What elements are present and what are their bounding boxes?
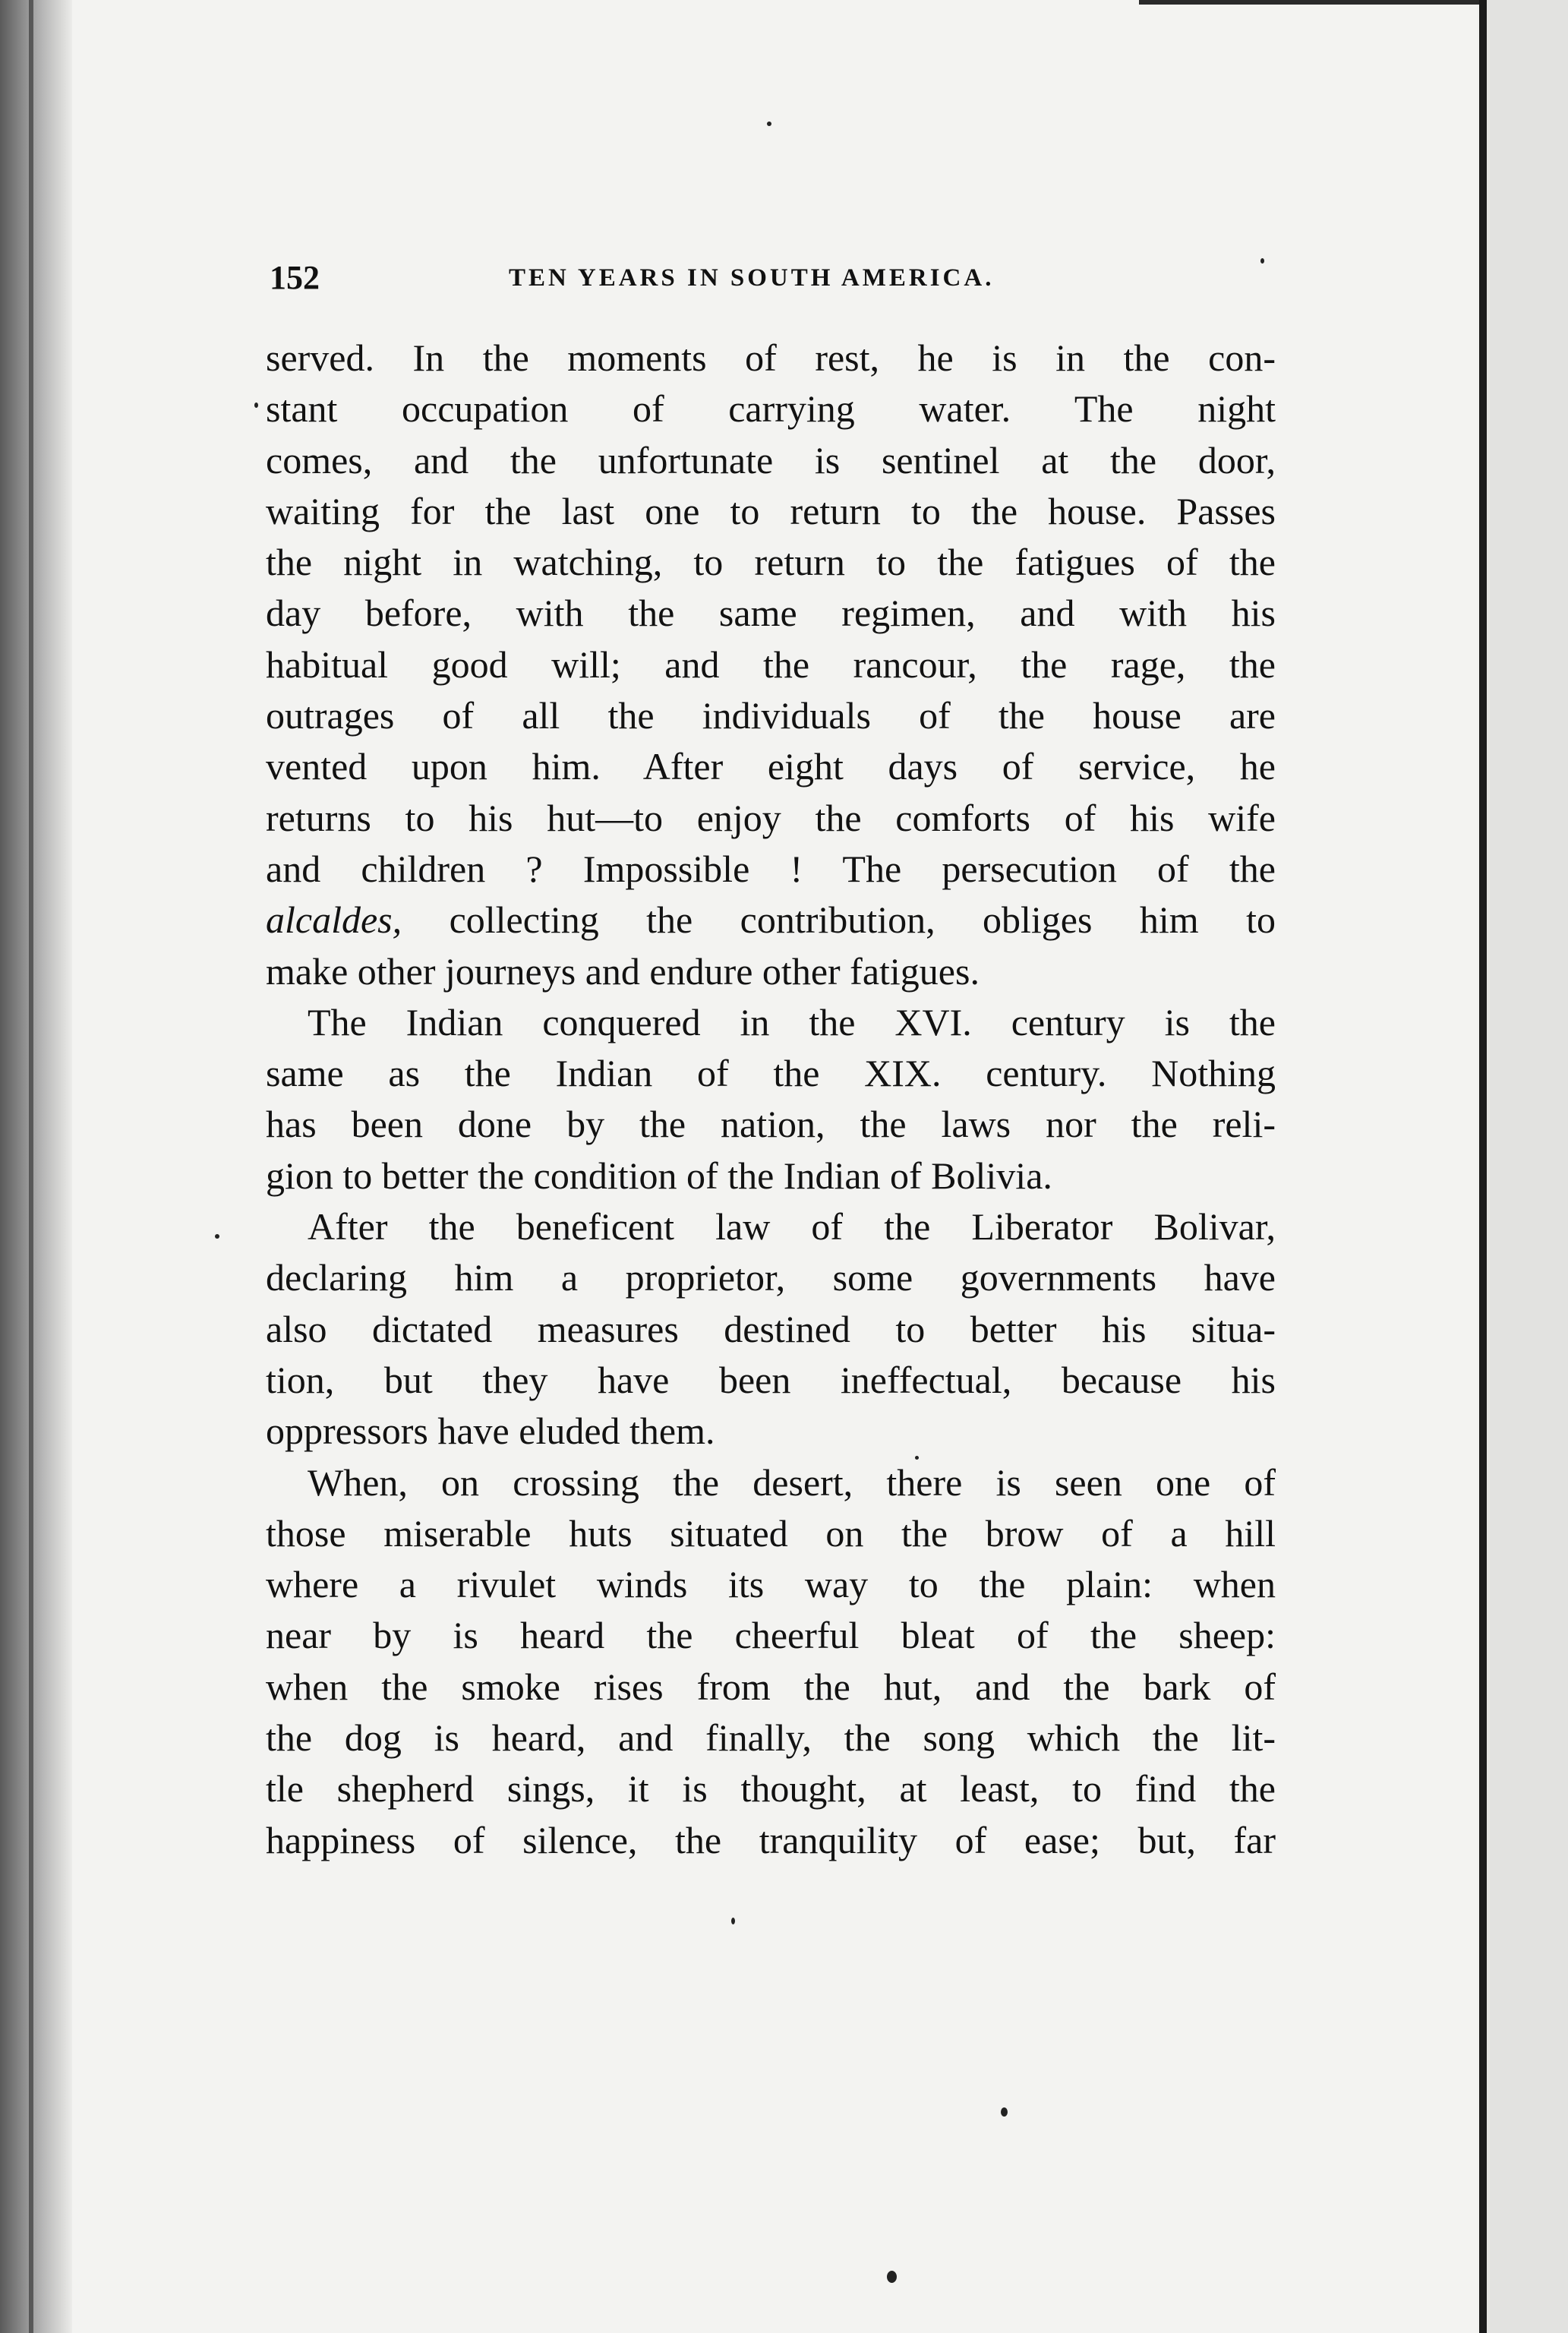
page-number: 152 bbox=[270, 259, 320, 296]
page-header bbox=[270, 258, 1272, 304]
text-line bbox=[266, 895, 1276, 946]
text-line bbox=[266, 1508, 1276, 1559]
line-text: After the beneficent law of the Liberator Bolivar, bbox=[308, 1205, 1276, 1249]
text-line bbox=[266, 1355, 1276, 1406]
line-text: has been done by the nation, the laws nor the reli- bbox=[266, 1103, 1276, 1146]
text-line bbox=[266, 1048, 1276, 1099]
text-line bbox=[266, 997, 1276, 1048]
scan-speck bbox=[731, 1918, 735, 1924]
text-line bbox=[266, 1406, 1276, 1457]
right-margin bbox=[1487, 0, 1568, 2333]
text-line bbox=[266, 1815, 1276, 1866]
scan-speck bbox=[767, 122, 771, 126]
line-text: the night in watching, to return to the fatigues of the bbox=[266, 541, 1276, 584]
text-line bbox=[266, 690, 1276, 741]
text-line bbox=[266, 1252, 1276, 1303]
body-text bbox=[266, 333, 1276, 1866]
line-text: declaring him a proprietor, some governments have bbox=[266, 1256, 1276, 1299]
binding-shadow-line bbox=[29, 0, 33, 2333]
line-text: same as the Indian of the XIX. century. Nothing bbox=[266, 1052, 1276, 1095]
line-text: those miserable huts situated on the brow of a hill bbox=[266, 1511, 1276, 1555]
text-line bbox=[266, 1457, 1276, 1508]
line-text: the dog is heard, and finally, the song which the lit- bbox=[266, 1716, 1276, 1760]
line-text: waiting for the last one to return to the house. Passes bbox=[266, 489, 1276, 532]
text-line bbox=[266, 1559, 1276, 1610]
line-text: near by is heard the cheerful bleat of the sheep: bbox=[266, 1614, 1276, 1657]
text-line bbox=[266, 1151, 1276, 1201]
line-text: collecting the contribution, obliges him to bbox=[402, 898, 1276, 942]
line-text: tion, but they have been ineffectual, because his bbox=[266, 1358, 1276, 1401]
line-text: served. In the moments of rest, he is in the con- bbox=[266, 336, 1276, 379]
scan-speck bbox=[1260, 258, 1264, 264]
scan-speck bbox=[915, 1456, 919, 1460]
line-text: when the smoke rises from the hut, and the bark of bbox=[266, 1665, 1276, 1708]
text-line bbox=[266, 1713, 1276, 1763]
right-edge-rule bbox=[1479, 0, 1487, 2333]
text-line bbox=[266, 435, 1276, 486]
text-line bbox=[266, 1304, 1276, 1355]
scan-speck bbox=[887, 2271, 897, 2283]
scan-speck bbox=[254, 403, 258, 408]
text-line bbox=[266, 741, 1276, 792]
scan-speck bbox=[1001, 2107, 1008, 2117]
line-text: habitual good will; and the rancour, the rage, the bbox=[266, 642, 1276, 686]
line-text: where a rivulet winds its way to the plain: when bbox=[266, 1563, 1276, 1606]
text-line bbox=[266, 1662, 1276, 1713]
line-text: and children ? Impossible ! The persecution of the bbox=[266, 847, 1276, 890]
text-line bbox=[266, 333, 1276, 384]
line-text: returns to his hut—to enjoy the comforts of his wife bbox=[266, 796, 1276, 839]
text-line bbox=[266, 793, 1276, 844]
line-text: day before, with the same regimen, and with his bbox=[266, 592, 1276, 635]
scan-speck bbox=[215, 1234, 219, 1239]
text-line bbox=[266, 486, 1276, 537]
running-head: TEN YEARS IN SOUTH AMERICA. bbox=[509, 264, 995, 292]
text-line bbox=[266, 537, 1276, 588]
text-line bbox=[266, 1763, 1276, 1814]
line-text: happiness of silence, the tranquility of ease; but, far bbox=[266, 1818, 1276, 1861]
line-text: vented upon him. After eight days of service, he bbox=[266, 745, 1276, 788]
line-text: outrages of all the individuals of the house are bbox=[266, 694, 1276, 737]
line-text: When, on crossing the desert, there is seen one of bbox=[308, 1460, 1276, 1504]
line-text: make other journeys and endure other fatigues. bbox=[266, 949, 980, 993]
line-text: oppressors have eluded them. bbox=[266, 1410, 715, 1453]
top-edge-rule bbox=[1139, 0, 1481, 5]
text-line bbox=[266, 1610, 1276, 1661]
text-line bbox=[266, 946, 1276, 997]
text-line bbox=[266, 1201, 1276, 1252]
line-text: tle shepherd sings, it is thought, at least, to find the bbox=[266, 1767, 1276, 1811]
line-text: gion to better the condition of the Indian of Bolivia. bbox=[266, 1154, 1052, 1197]
text-line bbox=[266, 1099, 1276, 1150]
line-text: The Indian conquered in the XVI. century is the bbox=[308, 1000, 1276, 1043]
text-line bbox=[266, 844, 1276, 895]
text-line bbox=[266, 588, 1276, 639]
line-text: stant occupation of carrying water. The night bbox=[266, 387, 1276, 431]
line-text: comes, and the unfortunate is sentinel at the door, bbox=[266, 438, 1276, 481]
text-line bbox=[266, 639, 1276, 690]
text-line bbox=[266, 384, 1276, 434]
line-text: also dictated measures destined to better his situa- bbox=[266, 1307, 1276, 1350]
binding-edge bbox=[0, 0, 72, 2333]
italic-term: alcaldes, bbox=[266, 898, 402, 942]
